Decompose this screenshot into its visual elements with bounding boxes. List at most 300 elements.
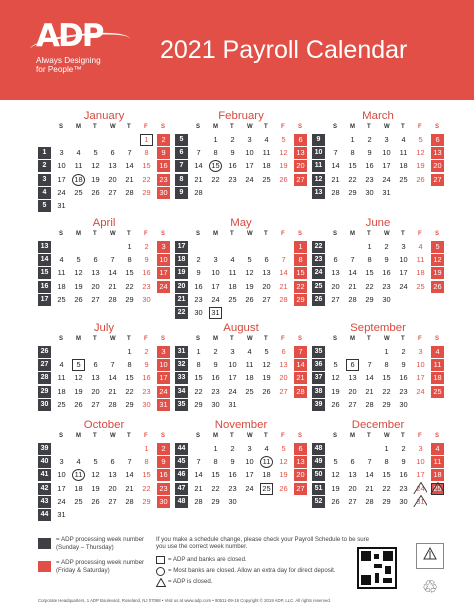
day-cell: 10 bbox=[416, 457, 425, 467]
day-header: S bbox=[161, 336, 166, 342]
day-cell: 7 bbox=[294, 346, 307, 358]
day-cell: 23 bbox=[142, 386, 151, 396]
day-cell: 31 bbox=[416, 496, 425, 506]
day-cell: 22 bbox=[211, 174, 220, 184]
week-number: 41 bbox=[38, 469, 51, 481]
closed-box-icon bbox=[156, 556, 165, 564]
day-cell: 14 bbox=[108, 373, 117, 383]
day-cell: 12 bbox=[91, 470, 100, 480]
day-cell: 17 bbox=[228, 373, 237, 383]
logo-wordmark: ADP bbox=[36, 18, 103, 54]
day-cell: 22 bbox=[142, 174, 151, 184]
day-cell: 11 bbox=[416, 255, 425, 265]
day-cell: 19 bbox=[91, 174, 100, 184]
day-cell: 15 bbox=[209, 160, 222, 172]
day-cell: 10 bbox=[57, 470, 66, 480]
day-cell: 19 bbox=[91, 483, 100, 493]
day-cell: 16 bbox=[211, 373, 220, 383]
tagline-line-2: for People™ bbox=[36, 65, 82, 74]
day-cell: 24 bbox=[57, 496, 66, 506]
day-header: F bbox=[144, 231, 148, 237]
day-cell: 6 bbox=[110, 148, 115, 158]
day-header: S bbox=[59, 231, 64, 237]
day-cell: 27 bbox=[91, 294, 100, 304]
day-cell: 17 bbox=[245, 161, 254, 171]
day-cell: 26 bbox=[262, 386, 271, 396]
day-cell: 20 bbox=[91, 281, 100, 291]
day-cell: 10 bbox=[245, 457, 254, 467]
day-header: W bbox=[247, 124, 253, 130]
day-cell: 13 bbox=[331, 268, 340, 278]
day-header: S bbox=[298, 124, 303, 130]
page-title: 2021 Payroll Calendar bbox=[160, 36, 408, 64]
day-cell: 14 bbox=[279, 268, 288, 278]
day-header: T bbox=[127, 124, 131, 130]
week-number: 11 bbox=[312, 160, 325, 172]
day-cell: 20 bbox=[348, 386, 357, 396]
day-cell: 23 bbox=[157, 174, 170, 186]
day-cell: 1 bbox=[294, 241, 307, 253]
month-name: September bbox=[350, 322, 406, 334]
day-header: F bbox=[281, 433, 285, 439]
day-cell: 22 bbox=[382, 386, 391, 396]
day-cell: 8 bbox=[294, 254, 307, 266]
day-cell: 15 bbox=[194, 373, 203, 383]
day-cell: 20 bbox=[279, 373, 288, 383]
day-header: W bbox=[384, 336, 390, 342]
week-number: 15 bbox=[38, 267, 51, 279]
month-january bbox=[38, 110, 170, 210]
day-cell: 29 bbox=[348, 187, 357, 197]
day-cell: 31 bbox=[57, 510, 66, 519]
day-header: M bbox=[350, 336, 355, 342]
week-number: 13 bbox=[38, 241, 51, 253]
day-header: S bbox=[161, 124, 166, 130]
month-february bbox=[175, 110, 307, 210]
day-cell: 5 bbox=[333, 360, 338, 370]
triangle-icon bbox=[156, 578, 166, 587]
week-number: 2 bbox=[38, 160, 51, 172]
day-cell: 7 bbox=[196, 148, 201, 158]
day-cell: 1 bbox=[140, 134, 153, 146]
day-cell: 3 bbox=[230, 347, 235, 356]
day-cell: 26 bbox=[331, 399, 340, 409]
month-name: February bbox=[218, 110, 264, 122]
day-cell: 2 bbox=[196, 255, 201, 265]
day-cell: 25 bbox=[416, 281, 425, 291]
week-number: 1 bbox=[38, 147, 51, 159]
day-header: M bbox=[350, 231, 355, 237]
day-cell: 24 bbox=[416, 483, 425, 493]
week-number: 36 bbox=[312, 359, 325, 371]
month-may bbox=[175, 217, 307, 317]
day-cell: 30 bbox=[399, 496, 408, 506]
day-cell: 5 bbox=[247, 255, 252, 265]
day-cell: 16 bbox=[399, 373, 408, 383]
day-cell: 28 bbox=[108, 294, 117, 304]
day-cell: 14 bbox=[348, 268, 357, 278]
day-cell: 2 bbox=[401, 347, 406, 356]
week-number: 29 bbox=[38, 386, 51, 398]
day-cell: 30 bbox=[194, 308, 203, 317]
week-number: 24 bbox=[312, 267, 325, 279]
legend-red-sub: (Friday & Saturday) bbox=[56, 566, 110, 574]
day-cell: 19 bbox=[416, 161, 425, 171]
week-number: 51 bbox=[312, 483, 325, 495]
day-cell: 2 bbox=[230, 444, 235, 453]
day-cell: 26 bbox=[416, 174, 425, 184]
day-cell: 10 bbox=[416, 360, 425, 370]
day-cell: 18 bbox=[416, 268, 425, 278]
day-cell: 21 bbox=[331, 174, 340, 184]
day-header: S bbox=[196, 231, 201, 237]
day-cell: 30 bbox=[399, 399, 408, 409]
day-cell: 17 bbox=[57, 483, 66, 493]
day-cell: 30 bbox=[228, 496, 237, 506]
day-cell: 29 bbox=[365, 294, 374, 304]
day-cell: 17 bbox=[57, 174, 66, 184]
day-cell: 21 bbox=[108, 281, 117, 291]
day-header: M bbox=[213, 124, 218, 130]
day-cell: 21 bbox=[365, 386, 374, 396]
day-cell: 10 bbox=[57, 161, 66, 171]
day-cell: 30 bbox=[142, 294, 151, 304]
day-header: M bbox=[350, 124, 355, 130]
day-cell: 23 bbox=[142, 281, 151, 291]
day-cell: 15 bbox=[365, 268, 374, 278]
day-cell: 8 bbox=[350, 148, 355, 158]
day-cell: 30 bbox=[211, 399, 220, 409]
day-header: F bbox=[418, 231, 422, 237]
day-cell: 3 bbox=[213, 255, 218, 265]
day-cell: 30 bbox=[382, 294, 391, 304]
day-header: S bbox=[161, 231, 166, 237]
day-cell: 11 bbox=[431, 359, 444, 371]
week-number: 26 bbox=[312, 294, 325, 306]
week-number: 42 bbox=[38, 483, 51, 495]
day-cell: 22 bbox=[194, 386, 203, 396]
month-july bbox=[38, 322, 170, 422]
day-cell: 28 bbox=[108, 399, 117, 409]
week-number: 38 bbox=[312, 386, 325, 398]
day-cell: 6 bbox=[93, 360, 98, 370]
day-header: S bbox=[435, 336, 440, 342]
day-cell: 8 bbox=[367, 255, 372, 265]
day-header: T bbox=[264, 433, 268, 439]
day-cell: 20 bbox=[294, 160, 307, 172]
day-header: S bbox=[333, 231, 338, 237]
day-cell: 27 bbox=[294, 174, 307, 186]
day-cell: 6 bbox=[333, 255, 338, 265]
footer-text: Corporate Headquarters, 1 ADP Boulevard, Roseland, NJ 07068 • Visit us at www.adp.com • 90511-09-19 Copyright © 2019 ADP, LLC. All rights reserved. bbox=[38, 598, 331, 603]
day-cell: 10 bbox=[382, 148, 391, 158]
day-header: T bbox=[93, 124, 97, 130]
day-cell: 17 bbox=[211, 281, 220, 291]
day-cell: 26 bbox=[91, 187, 100, 197]
day-cell: 19 bbox=[331, 386, 340, 396]
week-number: 7 bbox=[175, 160, 188, 172]
month-october bbox=[38, 419, 170, 519]
day-cell: 9 bbox=[196, 268, 201, 278]
day-header: W bbox=[384, 124, 390, 130]
day-header: T bbox=[401, 124, 405, 130]
day-cell: 6 bbox=[431, 134, 444, 146]
day-cell: 9 bbox=[213, 360, 218, 370]
day-cell: 18 bbox=[262, 161, 271, 171]
day-cell: 21 bbox=[365, 483, 374, 493]
day-cell: 16 bbox=[228, 470, 237, 480]
day-cell: 6 bbox=[350, 457, 355, 467]
day-cell: 3 bbox=[157, 241, 170, 253]
month-december bbox=[312, 419, 444, 519]
month-name: November bbox=[214, 419, 268, 431]
day-cell: 19 bbox=[279, 470, 288, 480]
day-header: S bbox=[196, 433, 201, 439]
day-cell: 18 bbox=[74, 483, 83, 493]
week-number: 39 bbox=[312, 399, 325, 411]
day-cell: 14 bbox=[331, 161, 340, 171]
day-cell: 3 bbox=[59, 148, 64, 158]
day-cell: 27 bbox=[294, 483, 307, 495]
day-cell: 10 bbox=[228, 360, 237, 370]
day-cell: 10 bbox=[157, 254, 170, 266]
day-header: T bbox=[264, 336, 268, 342]
day-cell: 1 bbox=[350, 135, 355, 144]
day-cell: 26 bbox=[279, 174, 288, 184]
day-header: M bbox=[350, 433, 355, 439]
day-cell: 2 bbox=[157, 134, 170, 146]
day-header: T bbox=[367, 336, 371, 342]
day-cell: 22 bbox=[125, 386, 134, 396]
day-cell: 25 bbox=[228, 294, 237, 304]
week-number: 26 bbox=[38, 346, 51, 358]
day-cell: 12 bbox=[416, 148, 425, 158]
day-header: W bbox=[247, 433, 253, 439]
day-cell: 16 bbox=[399, 470, 408, 480]
day-cell: 6 bbox=[110, 457, 115, 467]
day-header: T bbox=[264, 124, 268, 130]
day-cell: 7 bbox=[110, 360, 115, 370]
day-cell: 1 bbox=[144, 444, 149, 453]
day-header: T bbox=[401, 336, 405, 342]
day-header: T bbox=[93, 336, 97, 342]
day-cell: 4 bbox=[431, 346, 444, 358]
day-cell: 26 bbox=[245, 294, 254, 304]
week-number: 22 bbox=[175, 307, 188, 319]
day-cell: 29 bbox=[142, 496, 151, 506]
day-cell: 21 bbox=[348, 281, 357, 291]
day-cell: 15 bbox=[382, 373, 391, 383]
day-cell: 11 bbox=[245, 360, 254, 370]
day-cell: 29 bbox=[382, 496, 391, 506]
day-cell: 4 bbox=[230, 255, 235, 265]
day-cell: 28 bbox=[279, 294, 288, 304]
day-cell: 24 bbox=[399, 281, 408, 291]
day-cell: 26 bbox=[331, 496, 340, 506]
adp-closed-triangle-icon bbox=[430, 482, 444, 494]
day-cell: 4 bbox=[76, 148, 81, 158]
day-header: T bbox=[230, 336, 234, 342]
day-cell: 30 bbox=[157, 187, 170, 199]
legend-dark-text: = ADP processing week number bbox=[56, 536, 145, 543]
week-number: 28 bbox=[38, 372, 51, 384]
day-header: S bbox=[435, 231, 440, 237]
day-cell: 17 bbox=[382, 161, 391, 171]
day-cell: 31 bbox=[57, 201, 66, 210]
day-cell: 9 bbox=[157, 147, 170, 159]
week-number: 22 bbox=[312, 241, 325, 253]
day-header: S bbox=[59, 336, 64, 342]
week-number: 19 bbox=[175, 267, 188, 279]
adp-closed-triangle-icon bbox=[413, 482, 427, 494]
day-cell: 7 bbox=[350, 255, 355, 265]
day-cell: 20 bbox=[262, 281, 271, 291]
day-header: T bbox=[264, 231, 268, 237]
day-cell: 13 bbox=[348, 373, 357, 383]
day-cell: 3 bbox=[59, 457, 64, 467]
week-number: 31 bbox=[175, 346, 188, 358]
day-cell: 13 bbox=[348, 470, 357, 480]
day-cell: 24 bbox=[157, 386, 170, 398]
day-header: W bbox=[110, 336, 116, 342]
day-cell: 13 bbox=[279, 360, 288, 370]
week-number: 18 bbox=[175, 254, 188, 266]
week-number: 23 bbox=[312, 254, 325, 266]
week-number: 8 bbox=[175, 174, 188, 186]
day-header: F bbox=[144, 433, 148, 439]
day-cell: 25 bbox=[431, 483, 444, 495]
week-number: 14 bbox=[38, 254, 51, 266]
week-number: 44 bbox=[38, 509, 51, 521]
day-cell: 11 bbox=[260, 456, 273, 468]
day-cell: 7 bbox=[196, 457, 201, 467]
day-cell: 11 bbox=[431, 456, 444, 468]
day-cell: 8 bbox=[127, 360, 132, 370]
day-cell: 1 bbox=[213, 444, 218, 453]
day-cell: 27 bbox=[108, 187, 117, 197]
day-cell: 8 bbox=[196, 360, 201, 370]
week-number: 13 bbox=[312, 187, 325, 199]
day-cell: 27 bbox=[348, 399, 357, 409]
adp-closed-triangle-icon bbox=[413, 495, 427, 507]
day-cell: 2 bbox=[157, 443, 170, 455]
week-number: 9 bbox=[312, 134, 325, 146]
day-cell: 13 bbox=[262, 268, 271, 278]
day-cell: 14 bbox=[365, 373, 374, 383]
week-number: 35 bbox=[312, 346, 325, 358]
day-cell: 16 bbox=[157, 160, 170, 172]
day-cell: 24 bbox=[416, 386, 425, 396]
day-cell: 18 bbox=[262, 470, 271, 480]
week-number: 47 bbox=[175, 483, 188, 495]
day-cell: 5 bbox=[264, 347, 269, 356]
month-name: August bbox=[223, 322, 259, 334]
day-cell: 3 bbox=[157, 346, 170, 358]
day-cell: 3 bbox=[401, 242, 406, 251]
day-cell: 23 bbox=[194, 294, 203, 304]
day-cell: 11 bbox=[399, 148, 408, 158]
day-cell: 19 bbox=[431, 267, 444, 279]
day-cell: 21 bbox=[125, 174, 134, 184]
day-cell: 16 bbox=[142, 268, 151, 278]
day-cell: 3 bbox=[418, 347, 423, 356]
day-cell: 29 bbox=[294, 294, 307, 306]
day-cell: 20 bbox=[431, 160, 444, 172]
day-cell: 2 bbox=[144, 347, 149, 356]
day-cell: 27 bbox=[91, 399, 100, 409]
header-banner bbox=[0, 0, 474, 100]
day-cell: 2 bbox=[384, 242, 389, 251]
day-header: T bbox=[93, 433, 97, 439]
week-number: 46 bbox=[175, 469, 188, 481]
day-cell: 6 bbox=[346, 359, 359, 371]
day-cell: 21 bbox=[194, 483, 203, 493]
day-cell: 29 bbox=[211, 496, 220, 506]
week-number: 17 bbox=[175, 241, 188, 253]
day-cell: 12 bbox=[262, 360, 271, 370]
day-cell: 12 bbox=[331, 373, 340, 383]
day-cell: 17 bbox=[416, 373, 425, 383]
legend-red-text: = ADP processing week number bbox=[56, 559, 145, 566]
day-cell: 25 bbox=[399, 174, 408, 184]
day-cell: 22 bbox=[211, 483, 220, 493]
day-cell: 8 bbox=[144, 457, 149, 467]
month-november bbox=[175, 419, 307, 519]
day-header: S bbox=[435, 124, 440, 130]
week-number: 12 bbox=[312, 174, 325, 186]
day-cell: 16 bbox=[157, 469, 170, 481]
day-cell: 22 bbox=[365, 281, 374, 291]
legend-dark-swatch bbox=[38, 538, 51, 549]
day-header: F bbox=[418, 433, 422, 439]
day-cell: 4 bbox=[264, 444, 269, 453]
week-number: 48 bbox=[312, 443, 325, 455]
recycle-icon: ♲ bbox=[422, 577, 439, 597]
day-cell: 6 bbox=[294, 443, 307, 455]
day-cell: 15 bbox=[142, 470, 151, 480]
legend-dark-sub: (Sunday – Thursday) bbox=[56, 543, 114, 551]
day-cell: 5 bbox=[333, 457, 338, 467]
day-cell: 22 bbox=[294, 281, 307, 293]
day-cell: 30 bbox=[142, 399, 151, 409]
day-header: W bbox=[110, 124, 116, 130]
day-cell: 25 bbox=[245, 386, 254, 396]
symbol-triangle-text: = ADP is closed. bbox=[168, 578, 213, 585]
month-september bbox=[312, 322, 444, 422]
day-header: S bbox=[333, 336, 338, 342]
day-cell: 24 bbox=[228, 386, 237, 396]
day-cell: 14 bbox=[125, 161, 134, 171]
day-cell: 9 bbox=[230, 148, 235, 158]
day-cell: 28 bbox=[331, 187, 340, 197]
day-cell: 19 bbox=[74, 386, 83, 396]
week-number: 37 bbox=[312, 372, 325, 384]
day-header: T bbox=[127, 433, 131, 439]
day-cell: 17 bbox=[399, 268, 408, 278]
day-cell: 22 bbox=[142, 483, 151, 493]
day-cell: 5 bbox=[76, 255, 81, 265]
day-cell: 15 bbox=[125, 268, 134, 278]
day-cell: 5 bbox=[281, 135, 286, 144]
day-cell: 21 bbox=[125, 483, 134, 493]
day-cell: 12 bbox=[431, 254, 444, 266]
week-number: 9 bbox=[175, 187, 188, 199]
day-cell: 30 bbox=[157, 496, 170, 508]
week-number: 30 bbox=[38, 399, 51, 411]
month-name: October bbox=[83, 419, 125, 431]
day-cell: 27 bbox=[108, 496, 117, 506]
tagline-line-1: Always Designing bbox=[36, 56, 101, 65]
